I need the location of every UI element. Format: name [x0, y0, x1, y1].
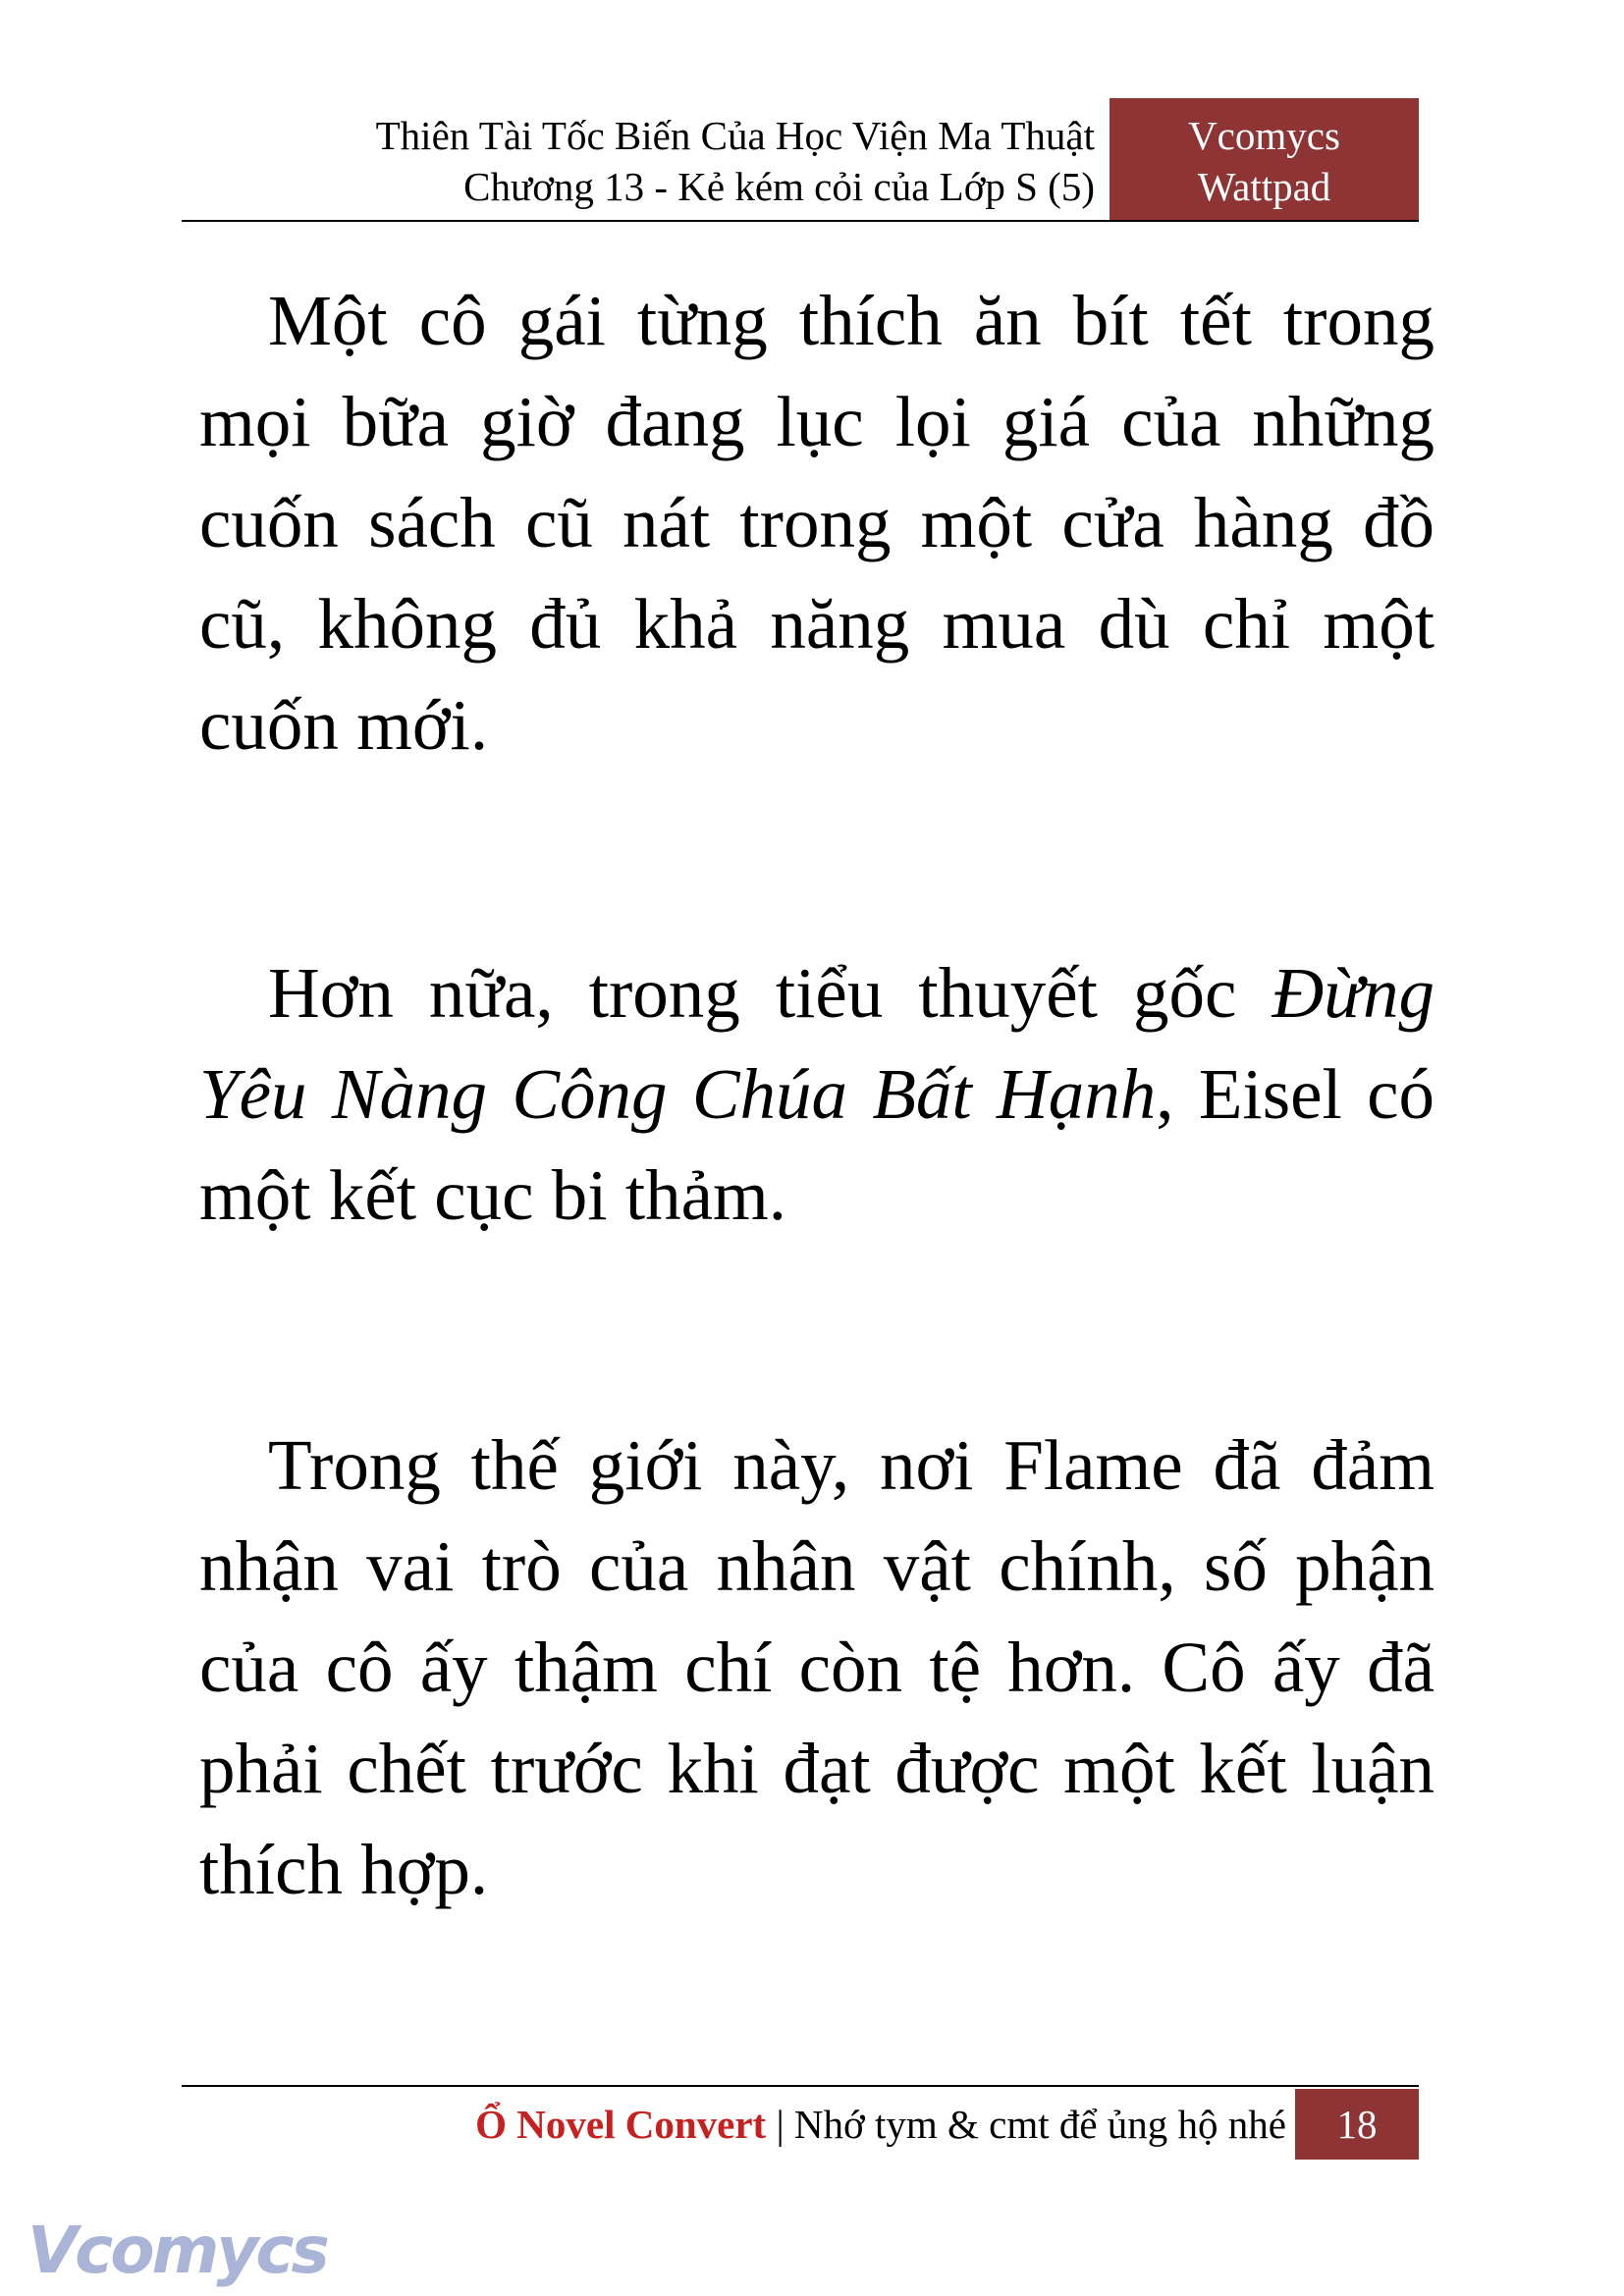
footer-brand: Ổ Novel Convert: [475, 2102, 767, 2147]
footer-separator: |: [766, 2102, 794, 2147]
paragraph-2-end: , Eisel có một kết cục bi thảm.: [199, 1054, 1435, 1235]
vcomycs-logo: Vcomycs: [27, 2213, 327, 2288]
page-number: 18: [1295, 2089, 1419, 2160]
novel-title: Đừng Yêu Nàng Công Chúa Bất Hạnh: [199, 953, 1435, 1134]
footer-text: [475, 2099, 1286, 2150]
header-box-line1: Vcomycs: [1188, 113, 1340, 158]
page-header: [182, 98, 1419, 222]
page-footer: [182, 2085, 1419, 2162]
page-body: [199, 270, 1435, 2089]
header-box-line2: Wattpad: [1197, 164, 1331, 209]
footer-note: Nhớ tym & cmt để ủng hộ nhé: [793, 2102, 1286, 2147]
paragraph-1: Một cô gái từng thích ăn bít tết trong mọi bữa giờ đang lục lọi giá của những cuốn sách cũ nát trong một cửa hàng đồ cũ, không đủ khả năng mua dù chỉ một cuốn mới.: [199, 281, 1435, 765]
chapter-title: Chương 13 - Kẻ kém cỏi của Lớp S (5): [463, 164, 1095, 209]
book-title: Thiên Tài Tốc Biến Của Học Viện Ma Thuật: [375, 113, 1095, 158]
paragraph-3: Trong thế giới này, nơi Flame đã đảm nhận vai trò của nhân vật chính, số phận của cô ấy thậm chí còn tệ hơn. Cô ấy đã phải chết trước khi đạt được một kết luận thích hợp.: [199, 1425, 1435, 1909]
paragraph-2-start: Hơn nữa, trong tiểu thuyết gốc: [268, 953, 1272, 1033]
paragraph-2: [199, 942, 1435, 1246]
header-source-badge: [1110, 98, 1419, 220]
header-titles: [376, 110, 1095, 212]
